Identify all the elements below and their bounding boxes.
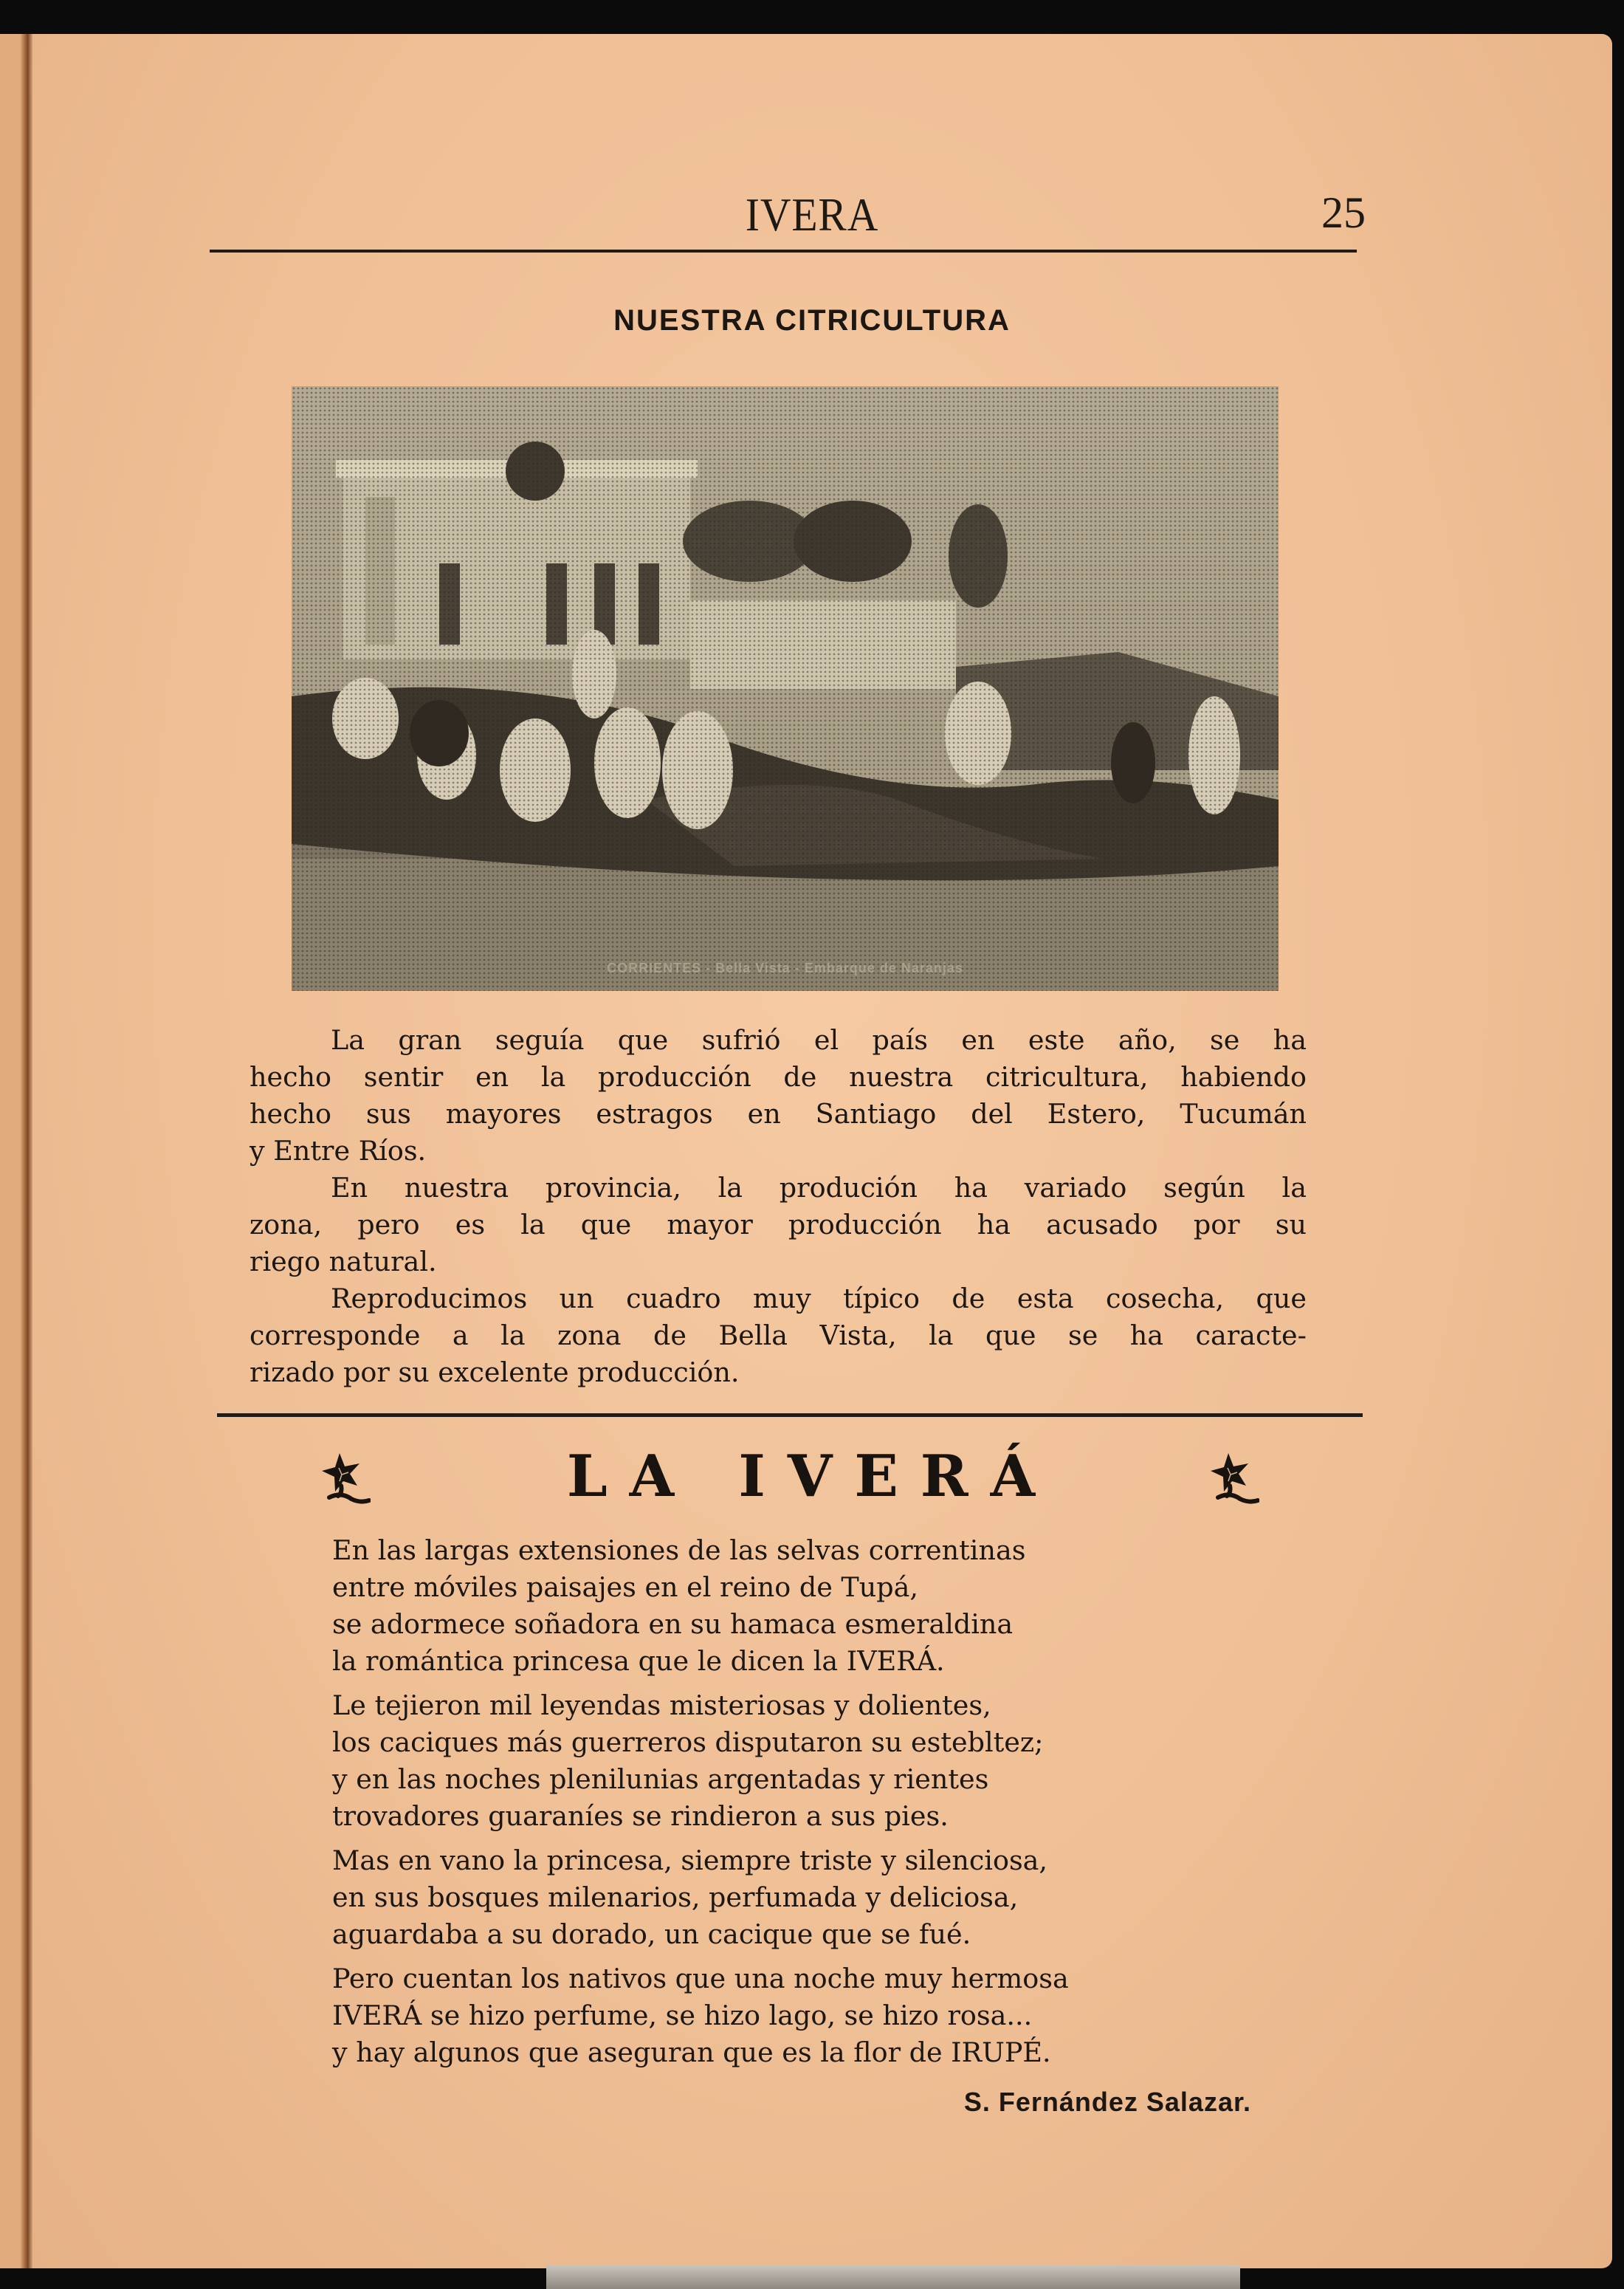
paragraph-1 [250,1022,1307,1170]
poem-line: IVERÁ se hizo perfume, se hizo lago, se hizo rosa... [332,2000,1033,2031]
text-line: hecho sentir en la producción de nuestra citricultura, habiendo [250,1061,1307,1093]
poem-stanza-3 [332,1842,1047,1953]
text-line: y Entre Ríos. [250,1135,427,1167]
page-number: 25 [1321,188,1366,237]
text-line: riego natural. [250,1246,437,1277]
poem-line: Le tejieron mil leyendas misteriosas y dolientes, [332,1689,991,1721]
page-gutter [21,34,32,2268]
text-line: zona, pero es la que mayor producción ha acusado por su [250,1209,1307,1240]
text-line: La gran seguía que sufrió el país en este año, se ha [331,1024,1307,1056]
poem-line: trovadores guaraníes se rindieron a sus pies. [332,1800,949,1832]
poem-line: la romántica princesa que le dicen la IVERÁ. [332,1645,945,1677]
poem-line: En las largas extensiones de las selvas correntinas [332,1534,1026,1566]
bookmark-ribbon [546,2265,1240,2289]
poem-author: S. Fernández Salazar. [963,2087,1251,2117]
poem-line: entre móviles paisajes en el reino de Tupá, [332,1571,918,1603]
photo-illustration [292,386,1279,991]
poem-line: aguardaba a su dorado, un cacique que se fué. [332,1918,971,1950]
poem-line: Mas en vano la princesa, siempre triste y silenciosa, [332,1844,1048,1876]
poem-stanza-4 [332,1960,1069,2071]
poem-title: LA IVERÁ [566,1443,1058,1510]
text-line: En nuestra provincia, la produción ha variado según la [331,1172,1307,1204]
poem-stanza-1 [332,1532,1025,1680]
star-flower-icon [1208,1450,1259,1505]
article-title: NUESTRA CITRICULTURA [613,304,1011,337]
paragraph-3 [250,1280,1307,1391]
poem-line: se adormece soñadora en su hamaca esmeraldina [332,1608,1014,1640]
poem-line: en sus bosques milenarios, perfumada y deliciosa, [332,1881,1019,1913]
poem-line: y hay algunos que aseguran que es la flor de IRUPÉ. [332,2036,1051,2068]
poem-stanza-2 [332,1687,1043,1835]
running-title: IVERA [745,188,879,241]
poem-line: Pero cuentan los nativos que una noche muy hermosa [332,1963,1069,1994]
poem-heading [0,1438,1624,1512]
poem-line: los caciques más guerreros disputaron su estebltez; [332,1726,1044,1758]
header-rule [210,250,1357,253]
paragraph-2 [250,1170,1307,1280]
section-divider [217,1413,1363,1417]
text-line: corresponde a la zona de Bella Vista, la que se ha caracte- [250,1319,1307,1351]
text-line: Reproducimos un cuadro muy típico de esta cosecha, que [331,1283,1307,1314]
poem-line: y en las noches plenilunias argentadas y rientes [332,1763,989,1795]
previous-page-edge [0,34,22,2268]
article-photo [292,386,1279,991]
text-line: rizado por su excelente producción. [250,1356,740,1388]
photo-caption: CORRIENTES - Bella Vista - Embarque de Naranjas [607,961,963,975]
text-line: hecho sus mayores estragos en Santiago del Estero, Tucumán [250,1098,1307,1130]
